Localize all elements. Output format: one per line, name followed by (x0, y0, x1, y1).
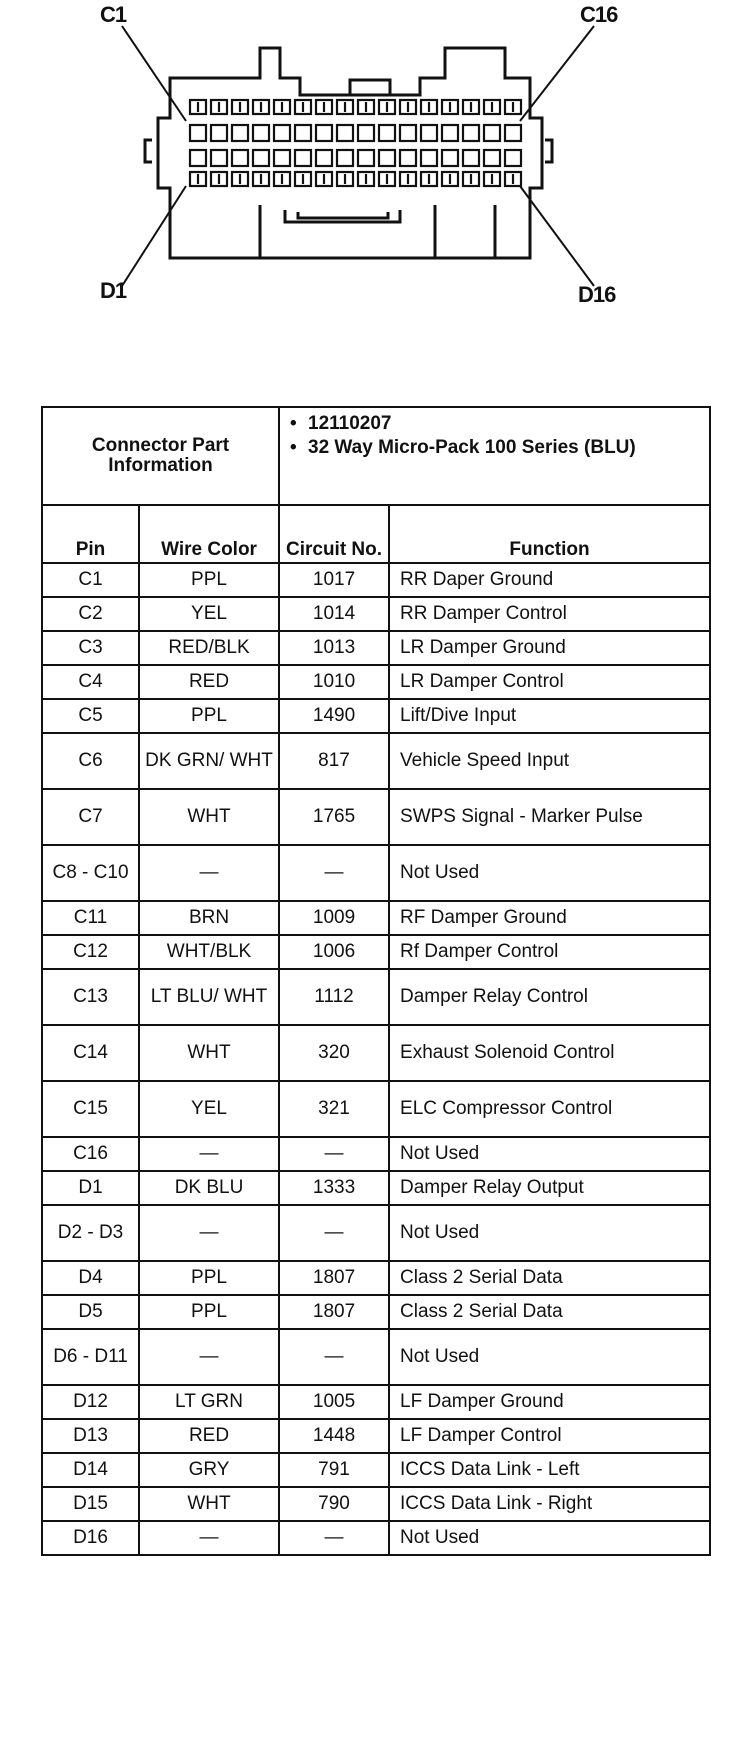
connector-cavity (337, 150, 353, 166)
table-row (42, 901, 710, 935)
wire-color-cell: PPL (139, 1295, 279, 1329)
function-cell: Not Used (389, 1521, 710, 1555)
circuit-cell: 1765 (279, 789, 389, 845)
pin-cell: C6 (42, 733, 139, 789)
function-cell: ICCS Data Link - Right (389, 1487, 710, 1521)
wire-color-cell: YEL (139, 1081, 279, 1137)
wire-color-cell: LT BLU/ WHT (139, 969, 279, 1025)
pin-cell: C1 (42, 563, 139, 597)
column-header-pin: Pin (42, 505, 139, 563)
circuit-cell: 1490 (279, 699, 389, 733)
circuit-cell: 1013 (279, 631, 389, 665)
connector-cavity (442, 150, 458, 166)
pin-label-d1: D1 (100, 278, 127, 303)
pin-cell: D13 (42, 1419, 139, 1453)
connector-info-list (279, 407, 710, 505)
function-cell: RF Damper Ground (389, 901, 710, 935)
pin-cell: D6 - D11 (42, 1329, 139, 1385)
wire-color-cell: WHT/BLK (139, 935, 279, 969)
pin-label-c1: C1 (100, 2, 127, 27)
table-row (42, 845, 710, 901)
pin-cell: C12 (42, 935, 139, 969)
circuit-cell: 791 (279, 1453, 389, 1487)
connector-description: • 32 Way Micro-Pack 100 Series (BLU) (288, 438, 701, 458)
pin-cell: D14 (42, 1453, 139, 1487)
wire-color-cell: — (139, 845, 279, 901)
connector-cavity (421, 150, 437, 166)
circuit-cell: — (279, 1329, 389, 1385)
connector-cavity (295, 125, 311, 141)
connector-cavity (253, 125, 269, 141)
circuit-cell: — (279, 1521, 389, 1555)
wire-color-cell: RED (139, 1419, 279, 1453)
function-cell: LF Damper Control (389, 1419, 710, 1453)
connector-cavity (358, 125, 374, 141)
column-header-row (42, 505, 710, 563)
function-cell: ICCS Data Link - Left (389, 1453, 710, 1487)
connector-cavity (253, 150, 269, 166)
circuit-cell: 1006 (279, 935, 389, 969)
function-cell: Class 2 Serial Data (389, 1295, 710, 1329)
connector-info-header: Connector Part Information (42, 407, 279, 505)
pin-cell: C5 (42, 699, 139, 733)
pin-cell: C16 (42, 1137, 139, 1171)
wire-color-cell: RED (139, 665, 279, 699)
circuit-cell: 1009 (279, 901, 389, 935)
table-row (42, 1081, 710, 1137)
pin-cell: D15 (42, 1487, 139, 1521)
column-header-wire-color: Wire Color (139, 505, 279, 563)
table-row (42, 597, 710, 631)
connector-cavity (421, 125, 437, 141)
pin-cell: D2 - D3 (42, 1205, 139, 1261)
circuit-cell: — (279, 1137, 389, 1171)
wire-color-cell: YEL (139, 597, 279, 631)
table-row (42, 1171, 710, 1205)
pin-cell: C15 (42, 1081, 139, 1137)
table-row (42, 789, 710, 845)
function-cell: Damper Relay Output (389, 1171, 710, 1205)
function-cell: Not Used (389, 845, 710, 901)
connector-cavity (484, 125, 500, 141)
table-row (42, 1419, 710, 1453)
function-cell: RR Damper Control (389, 597, 710, 631)
connector-cavity (337, 125, 353, 141)
pin-cell: C13 (42, 969, 139, 1025)
connector-cavity (274, 150, 290, 166)
wire-color-cell: WHT (139, 1487, 279, 1521)
table-row (42, 1385, 710, 1419)
circuit-cell: 321 (279, 1081, 389, 1137)
function-cell: Exhaust Solenoid Control (389, 1025, 710, 1081)
pin-cell: D12 (42, 1385, 139, 1419)
function-cell: LR Damper Ground (389, 631, 710, 665)
table-row (42, 1261, 710, 1295)
table-row (42, 1521, 710, 1555)
connector-cavity (400, 125, 416, 141)
table-row (42, 1025, 710, 1081)
column-header-function: Function (389, 505, 710, 563)
wire-color-cell: GRY (139, 1453, 279, 1487)
connector-cavity (274, 125, 290, 141)
pin-cell: C8 - C10 (42, 845, 139, 901)
function-cell: Lift/Dive Input (389, 699, 710, 733)
wire-color-cell: PPL (139, 1261, 279, 1295)
circuit-cell: 1014 (279, 597, 389, 631)
wire-color-cell: — (139, 1521, 279, 1555)
function-cell: ELC Compressor Control (389, 1081, 710, 1137)
circuit-cell: 1010 (279, 665, 389, 699)
table-row (42, 935, 710, 969)
circuit-cell: 1333 (279, 1171, 389, 1205)
pin-label-c16: C16 (580, 2, 618, 27)
connector-cavity (232, 150, 248, 166)
connector-cavity (463, 125, 479, 141)
connector-cavity (379, 150, 395, 166)
connector-cavity (190, 125, 206, 141)
pin-cell: C4 (42, 665, 139, 699)
function-cell: LF Damper Ground (389, 1385, 710, 1419)
circuit-cell: 1017 (279, 563, 389, 597)
connector-cavity (442, 125, 458, 141)
connector-part-number: • 12110207 (288, 414, 701, 434)
pin-cell: C11 (42, 901, 139, 935)
circuit-cell: 320 (279, 1025, 389, 1081)
connector-cavity (211, 125, 227, 141)
circuit-cell: 1807 (279, 1261, 389, 1295)
function-cell: Vehicle Speed Input (389, 733, 710, 789)
function-cell: RR Daper Ground (389, 563, 710, 597)
pin-cell: D5 (42, 1295, 139, 1329)
connector-cavity (400, 150, 416, 166)
circuit-cell: 817 (279, 733, 389, 789)
wire-color-cell: LT GRN (139, 1385, 279, 1419)
circuit-cell: 1005 (279, 1385, 389, 1419)
connector-cavity (232, 125, 248, 141)
function-cell: Not Used (389, 1137, 710, 1171)
pin-cell: C3 (42, 631, 139, 665)
connector-pinout-table (41, 406, 711, 1556)
table-row (42, 699, 710, 733)
connector-cavity (316, 125, 332, 141)
wire-color-cell: RED/BLK (139, 631, 279, 665)
wire-color-cell: — (139, 1205, 279, 1261)
table-row (42, 1205, 710, 1261)
function-cell: SWPS Signal - Marker Pulse (389, 789, 710, 845)
table-row (42, 563, 710, 597)
connector-cavity (190, 150, 206, 166)
wire-color-cell: — (139, 1329, 279, 1385)
connector-cavity (316, 150, 332, 166)
connector-cavity (295, 150, 311, 166)
connector-cavity (484, 150, 500, 166)
circuit-cell: 790 (279, 1487, 389, 1521)
column-header-circuit: Circuit No. (279, 505, 389, 563)
table-row (42, 631, 710, 665)
circuit-cell: 1112 (279, 969, 389, 1025)
wire-color-cell: DK GRN/ WHT (139, 733, 279, 789)
pin-cell: D4 (42, 1261, 139, 1295)
connector-cavity (505, 150, 521, 166)
pin-cell: D16 (42, 1521, 139, 1555)
circuit-cell: 1807 (279, 1295, 389, 1329)
wire-color-cell: WHT (139, 789, 279, 845)
pin-cell: C7 (42, 789, 139, 845)
wire-color-cell: WHT (139, 1025, 279, 1081)
function-cell: Not Used (389, 1205, 710, 1261)
connector-cavity (379, 125, 395, 141)
wire-color-cell: — (139, 1137, 279, 1171)
table-row (42, 733, 710, 789)
function-cell: Rf Damper Control (389, 935, 710, 969)
wire-color-cell: BRN (139, 901, 279, 935)
circuit-cell: — (279, 1205, 389, 1261)
circuit-cell: 1448 (279, 1419, 389, 1453)
function-cell: Damper Relay Control (389, 969, 710, 1025)
pin-cell: C14 (42, 1025, 139, 1081)
wire-color-cell: PPL (139, 563, 279, 597)
table-row (42, 1295, 710, 1329)
table-row (42, 1453, 710, 1487)
function-cell: Class 2 Serial Data (389, 1261, 710, 1295)
connector-cavity (211, 150, 227, 166)
function-cell: LR Damper Control (389, 665, 710, 699)
connector-diagram (100, 0, 700, 340)
wire-color-cell: DK BLU (139, 1171, 279, 1205)
circuit-cell: — (279, 845, 389, 901)
table-row (42, 665, 710, 699)
connector-info-row (42, 407, 710, 505)
table-row (42, 1487, 710, 1521)
table-row (42, 1329, 710, 1385)
connector-cavity (505, 125, 521, 141)
pin-label-d16: D16 (578, 282, 616, 307)
connector-cavity (463, 150, 479, 166)
pin-cell: C2 (42, 597, 139, 631)
pin-rows (42, 563, 710, 1555)
table-row (42, 969, 710, 1025)
pin-cell: D1 (42, 1171, 139, 1205)
function-cell: Not Used (389, 1329, 710, 1385)
connector-cavity (358, 150, 374, 166)
wire-color-cell: PPL (139, 699, 279, 733)
table-row (42, 1137, 710, 1171)
